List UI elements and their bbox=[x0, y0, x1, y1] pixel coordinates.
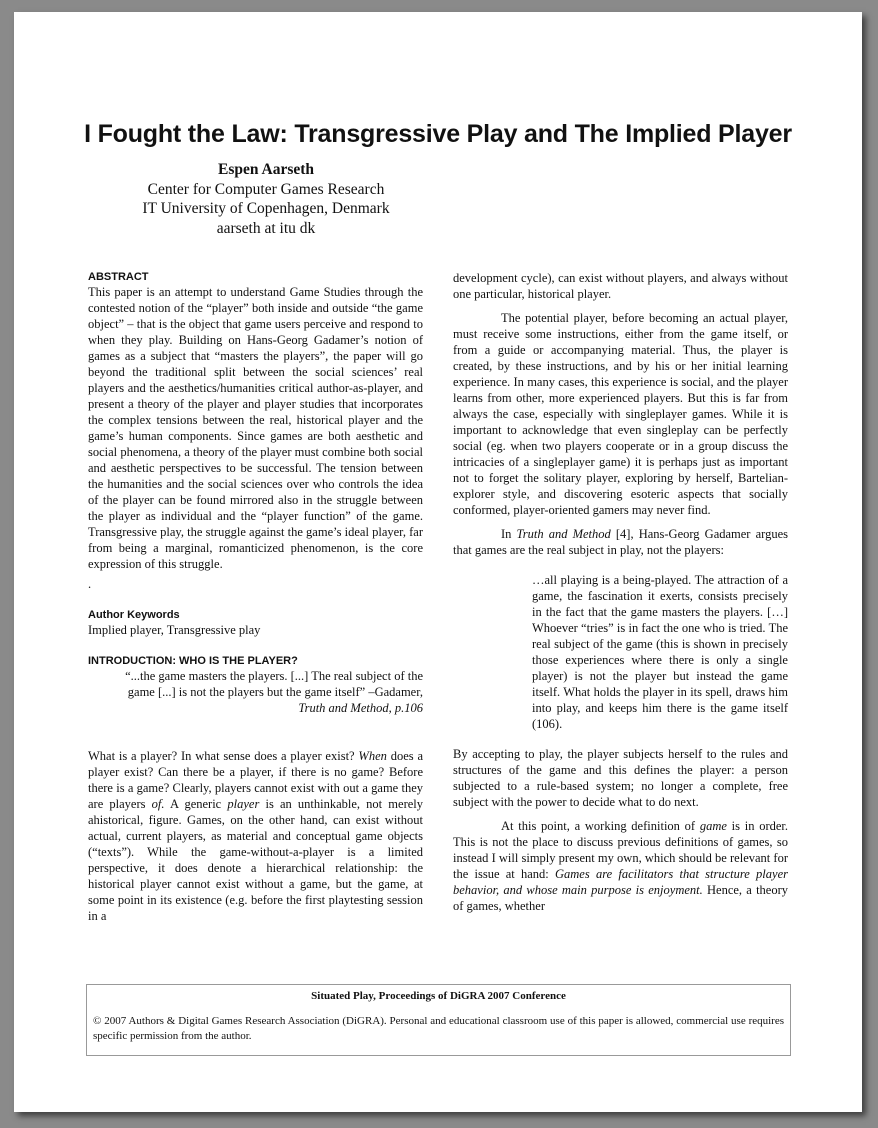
intro-heading: INTRODUCTION: WHO IS THE PLAYER? bbox=[88, 655, 298, 667]
right-column bbox=[453, 270, 788, 914]
author-name: Espen Aarseth bbox=[217, 161, 315, 178]
footer-copyright: © 2007 Authors & Digital Games Research Association (DiGRA). Personal and educational classroom use of this paper is allowed, commercial use requires specific permission from the author. bbox=[93, 1015, 784, 1042]
paragraph-definition: At this point, a working definition of game is in order. This is not the place to discuss previous definitions of games, so instead I will simply present my own, which should be relevant for the issue at hand: Games are facilitators that structure player behavior, and whose main purpose is enjoyment. Hence, a theory of games, whether bbox=[453, 819, 789, 913]
paper-page bbox=[14, 12, 862, 1112]
author-email: aarseth at itu dk bbox=[216, 219, 316, 237]
abstract-text: This paper is an attempt to understand Game Studies through the contested notion of the “player” both inside and outside “the game object” – that is the object that game users perceive and respond to when they play. Building on Hans-Georg Gadamer’s notion of games as a subject that “masters the players”, the paper will go beyond the traditional split between the social sciences’ real players and the aesthetics/humanities critical author-as-player, and present a theory of the player and player studies that incorporates the complex tensions between the real, historical player and the game’s human components. Since games are both aesthetic and social phenomena, a theory of the player must combine both social and aesthetic perspectives to be successful. The tension between the humanities and the social sciences over who controls the idea of the player can be found mirrored also in the struggle between the player as individual and the “player function” of the game. Transgressive play, the struggle against the game’s ideal player, far from being a marginal, romanticized phenomenon, is the core expression of this struggle. bbox=[88, 285, 423, 571]
keywords-text: Implied player, Transgressive play bbox=[88, 623, 261, 637]
abstract-dot: . bbox=[88, 577, 92, 591]
keywords-heading: Author Keywords bbox=[88, 609, 180, 621]
intro-paragraph-1: What is a player? In what sense does a player exist? When does a player exist? Can there be a player, if there is no game? Before there is a game? Clearly, players cannot exist with out a game they are players of. A generic player is an unthinkable, not merely ahistorical, figure. Games, on the other hand, can exist without actual, current players, as material and conceptual game objects (“texts”). While the game-without-a-player is a limited perspective, it does denote a hierarchical relationship: the historical player cannot exist without a game, but the game, at some point in its existence (e.g. before the first playtesting session in a bbox=[88, 749, 424, 923]
author-affiliation-1: Center for Computer Games Research bbox=[147, 180, 385, 198]
gadamer-blockquote: …all playing is a being-played. The attraction of a game, the fascination it exerts, consists precisely in the fact that the game masters the players. […] Whoever “tries” is in fact the one who is tried. The real subject of the game (this is shown in precisely those experiences where there is only a single player) is not the player but instead the game itself. What holds the player in its spell, draws him into play, and keeps him there is the game itself (106). bbox=[532, 573, 788, 731]
epigraph-source: Truth and Method, p.106 bbox=[298, 701, 423, 715]
epigraph-quote: “...the game masters the players. [...] The real subject of the game [...] is not the players but the game itself” –Gadamer, bbox=[125, 669, 423, 699]
paragraph-potential-player: The potential player, before becoming an actual player, must receive some instructions, either from the game itself, or from a guide or accompanying material. Thus, the player is created, by these instructions, and by his or her initial learning experience. In many cases, this experience is social, and the player learns from other, more experienced players. But this is far from always the case, especially with singleplayer games. While it is important to acknowledge that even singleplay can be perfectly social (eg. when two players cooperate or in a group discuss the intricacies of a singleplayer game) it is perhaps just as important not to forget the solitary player, exploring by herself, Bartelian-explorer style, and discovering esoteric aspects that socially conformed, player-oriented gamers may never find. bbox=[453, 311, 788, 517]
paper-title: I Fought the Law: Transgressive Play and The Implied Player bbox=[84, 120, 792, 148]
abstract-heading: ABSTRACT bbox=[88, 271, 149, 283]
paragraph-accepting: By accepting to play, the player subjects herself to the rules and structures of the game and this defines the player: a person subjected to a rule-based system; no longer a complete, free subject with the power to decide what to do next. bbox=[453, 747, 788, 809]
footer-box bbox=[86, 984, 791, 1056]
right-continuation: development cycle), can exist without players, and always without one particular, historical player. bbox=[453, 271, 788, 301]
paragraph-gadamer: In Truth and Method [4], Hans-Georg Gadamer argues that games are the real subject in play, not the players: bbox=[453, 527, 788, 557]
left-column bbox=[88, 270, 423, 924]
author-affiliation-2: IT University of Copenhagen, Denmark bbox=[142, 200, 390, 217]
author-block bbox=[110, 160, 422, 238]
footer-heading: Situated Play, Proceedings of DiGRA 2007 Conference bbox=[311, 990, 566, 1002]
